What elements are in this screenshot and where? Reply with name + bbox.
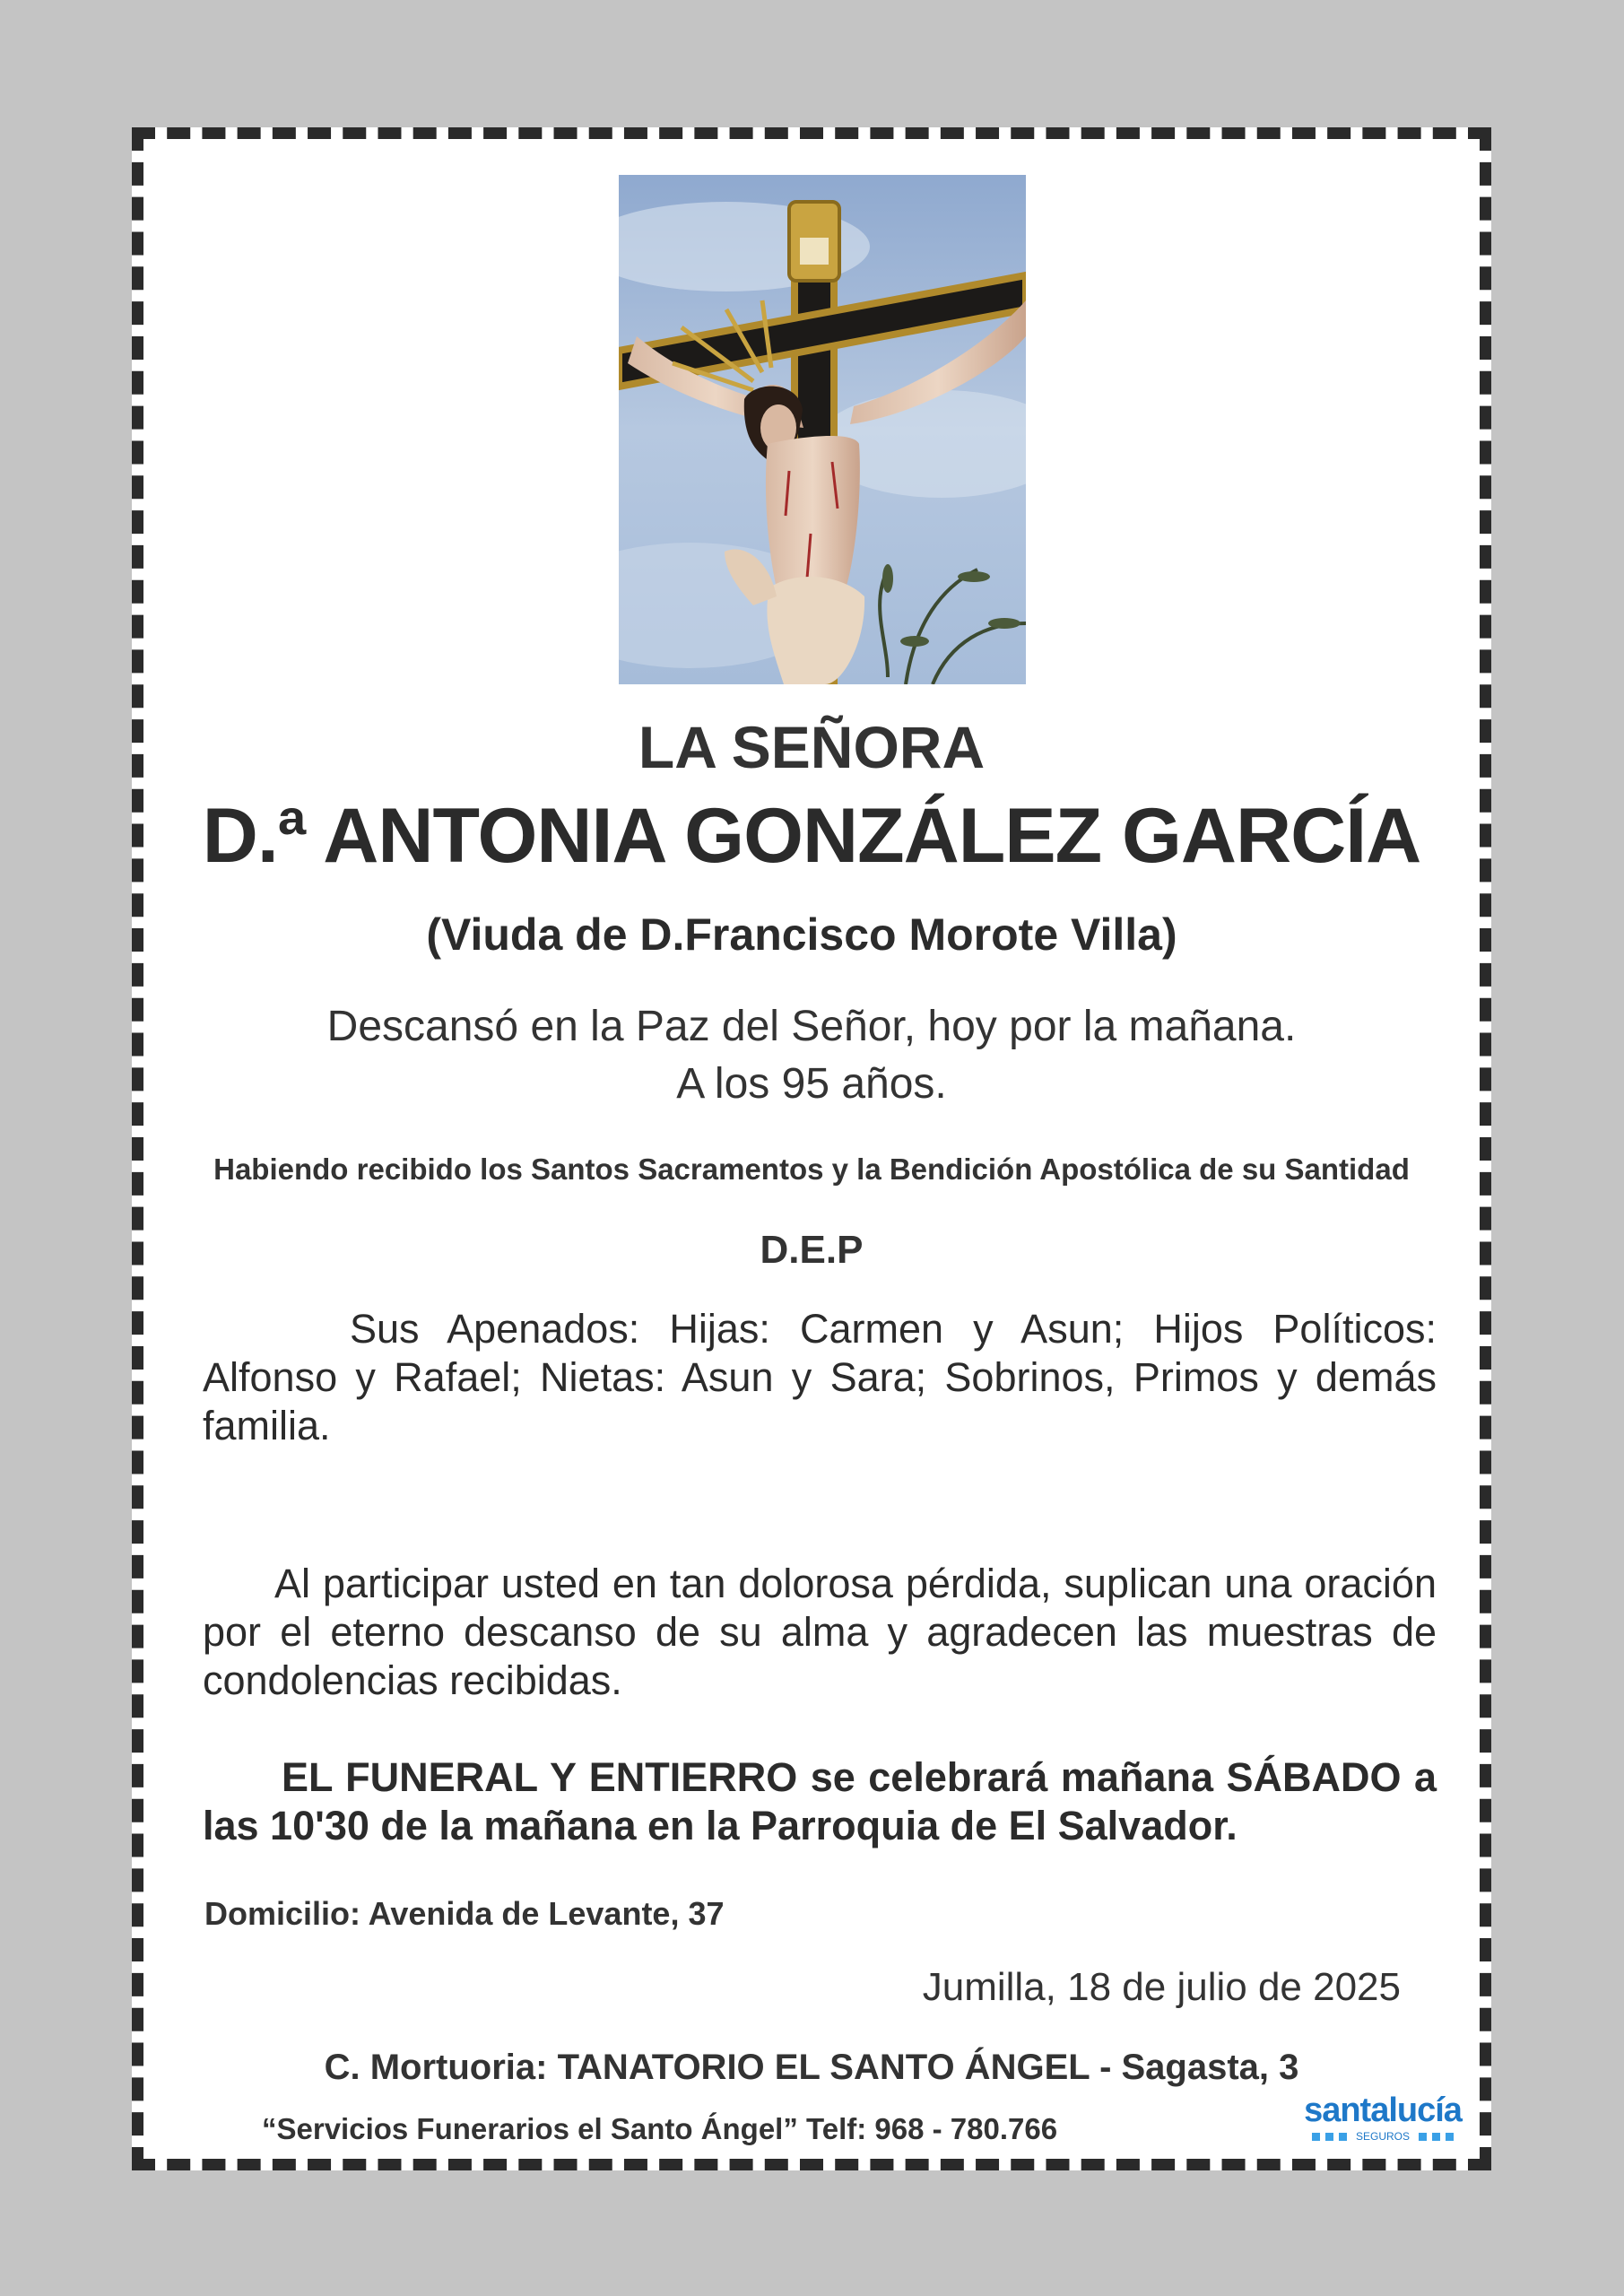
rest-line-1: Descansó en la Paz del Señor, hoy por la mañana. xyxy=(326,1003,1297,1050)
funeral-paragraph: EL FUNERAL Y ENTIERRO se celebrará mañana SÁBADO a las 10'30 de la mañana en la Parroquia de El Salvador. xyxy=(203,1754,1437,1848)
rest-line-2: A los 95 años. xyxy=(676,1060,947,1108)
widow-of: (Viuda de D.Francisco Morote Villa) xyxy=(426,909,1177,960)
sacraments-line: Habiendo recibido los Santos Sacramentos y la Bendición Apostólica de su Santidad xyxy=(213,1152,1410,1186)
mourners-paragraph: Sus Apenados: Hijas: Carmen y Asun; Hijos Políticos: Alfonso y Rafael; Nietas: Asun y Sara; Sobrinos, Primos y demás familia. xyxy=(203,1306,1437,1448)
logo-brand: santalucía xyxy=(1304,2092,1462,2129)
logo-sub: SEGUROS xyxy=(1355,2130,1410,2143)
place-date: Jumilla, 18 de julio de 2025 xyxy=(922,1965,1401,2009)
logo-subline xyxy=(1288,2128,1478,2144)
crucifix-photo xyxy=(619,175,1026,684)
mortuary-line: C. Mortuoria: TANATORIO EL SANTO ÁNGEL - Sagasta, 3 xyxy=(324,2048,1299,2087)
domicilio: Domicilio: Avenida de Levante, 37 xyxy=(204,1895,725,1932)
obituary-card xyxy=(132,127,1491,2170)
funeral-services-line: “Servicios Funerarios el Santo Ángel” Telf: 968 - 780.766 xyxy=(262,2112,1058,2145)
dep-line: D.E.P xyxy=(760,1228,864,1272)
deceased-name: D.ª ANTONIA GONZÁLEZ GARCÍA xyxy=(202,793,1421,879)
honorific: LA SEÑORA xyxy=(638,714,986,780)
santalucia-logo xyxy=(1288,2092,1478,2148)
prayer-paragraph: Al participar usted en tan dolorosa pérdida, suplican una oración por el eterno descanso de su alma y agradecen las muestras de condolencias recibidas. xyxy=(203,1561,1437,1703)
crucifix-icon xyxy=(619,175,1026,684)
